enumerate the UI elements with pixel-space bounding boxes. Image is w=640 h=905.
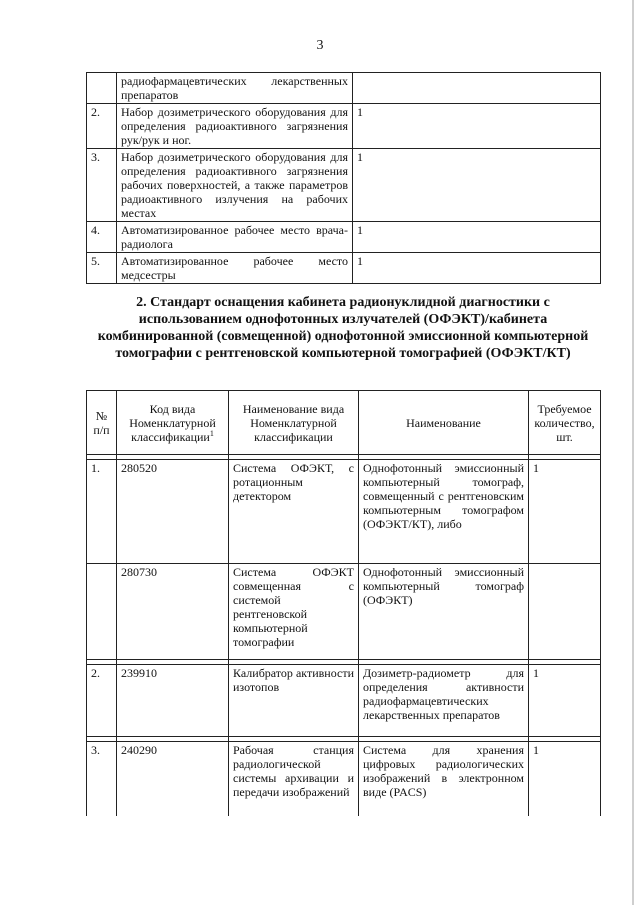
header-kind: Наименование вида Номенклатурной классификации xyxy=(229,391,359,455)
item-quantity: 1 xyxy=(529,460,601,564)
item-name: Автоматизированное рабочее место врача-радиолога xyxy=(117,222,353,253)
header-number: № п/п xyxy=(87,391,117,455)
table-row xyxy=(87,73,601,104)
header-name: Наименование xyxy=(359,391,529,455)
item-code: 280520 xyxy=(117,460,229,564)
header-code-label: Код вида Номенклатурной классификации xyxy=(129,401,216,444)
item-quantity xyxy=(353,73,601,104)
row-number: 2. xyxy=(87,665,117,737)
header-quantity: Требуемое количество, шт. xyxy=(529,391,601,455)
item-quantity xyxy=(529,564,601,660)
table-row xyxy=(87,253,601,284)
table-row xyxy=(87,460,601,564)
row-number: 4. xyxy=(87,222,117,253)
section-title: 2. Стандарт оснащения кабинета радионуклидной диагностики с использованием однофотонных излучателей (ОФЭКТ)/кабинета комбинированной (совмещенной) однофотонной эмиссионной компьютерной томографии с рентгеновской компьютерной томографией (ОФЭКТ/КТ) xyxy=(97,295,589,361)
row-number xyxy=(87,564,117,660)
item-name: Система для хранения цифровых радиологических изображений в электронном виде (PACS) xyxy=(359,742,529,816)
item-kind: Рабочая станция радиологической системы архивации и передачи изображений xyxy=(229,742,359,816)
item-name: Однофотонный эмиссионный компьютерный томограф (ОФЭКТ) xyxy=(359,564,529,660)
item-quantity: 1 xyxy=(353,222,601,253)
row-number: 5. xyxy=(87,253,117,284)
item-code: 239910 xyxy=(117,665,229,737)
item-name: радиофармацевтических лекарственных препаратов xyxy=(117,73,353,104)
table-row xyxy=(87,742,601,816)
equipment-table-continued xyxy=(86,72,601,284)
item-quantity: 1 xyxy=(529,665,601,737)
row-number: 3. xyxy=(87,149,117,222)
row-number: 3. xyxy=(87,742,117,816)
item-name: Дозиметр-радиометр для определения активности радиофармацевтических лекарственных препаратов xyxy=(359,665,529,737)
footnote-marker: 1 xyxy=(209,428,214,438)
item-name: Набор дозиметрического оборудования для определения радиоактивного загрязнения рук/рук и ног. xyxy=(117,104,353,149)
item-code: 280730 xyxy=(117,564,229,660)
equipment-standard-table xyxy=(86,390,601,816)
header-code xyxy=(117,391,229,455)
table-row xyxy=(87,149,601,222)
item-name: Набор дозиметрического оборудования для определения радиоактивного загрязнения рабочих поверхностей, а также параметров радиоактивного излучения на рабочих местах xyxy=(117,149,353,222)
item-kind: Система ОФЭКТ совмещенная с системой рентгеновской компьютерной томографии xyxy=(229,564,359,660)
row-number xyxy=(87,73,117,104)
item-code: 240290 xyxy=(117,742,229,816)
item-quantity: 1 xyxy=(353,149,601,222)
item-quantity: 1 xyxy=(353,253,601,284)
row-number: 2. xyxy=(87,104,117,149)
item-quantity: 1 xyxy=(529,742,601,816)
row-number: 1. xyxy=(87,460,117,564)
table-row xyxy=(87,665,601,737)
scan-edge-line xyxy=(632,0,634,905)
page-number: 3 xyxy=(316,38,324,53)
item-name: Автоматизированное рабочее место медсестры xyxy=(117,253,353,284)
table-row xyxy=(87,222,601,253)
table-row xyxy=(87,564,601,660)
table-row xyxy=(87,104,601,149)
item-quantity: 1 xyxy=(353,104,601,149)
item-kind: Система ОФЭКТ, с ротационным детектором xyxy=(229,460,359,564)
item-kind: Калибратор активности изотопов xyxy=(229,665,359,737)
item-name: Однофотонный эмиссионный компьютерный томограф, совмещенный с рентгеновским компьютерным томографом (ОФЭКТ/КТ), либо xyxy=(359,460,529,564)
table-header-row xyxy=(87,391,601,455)
